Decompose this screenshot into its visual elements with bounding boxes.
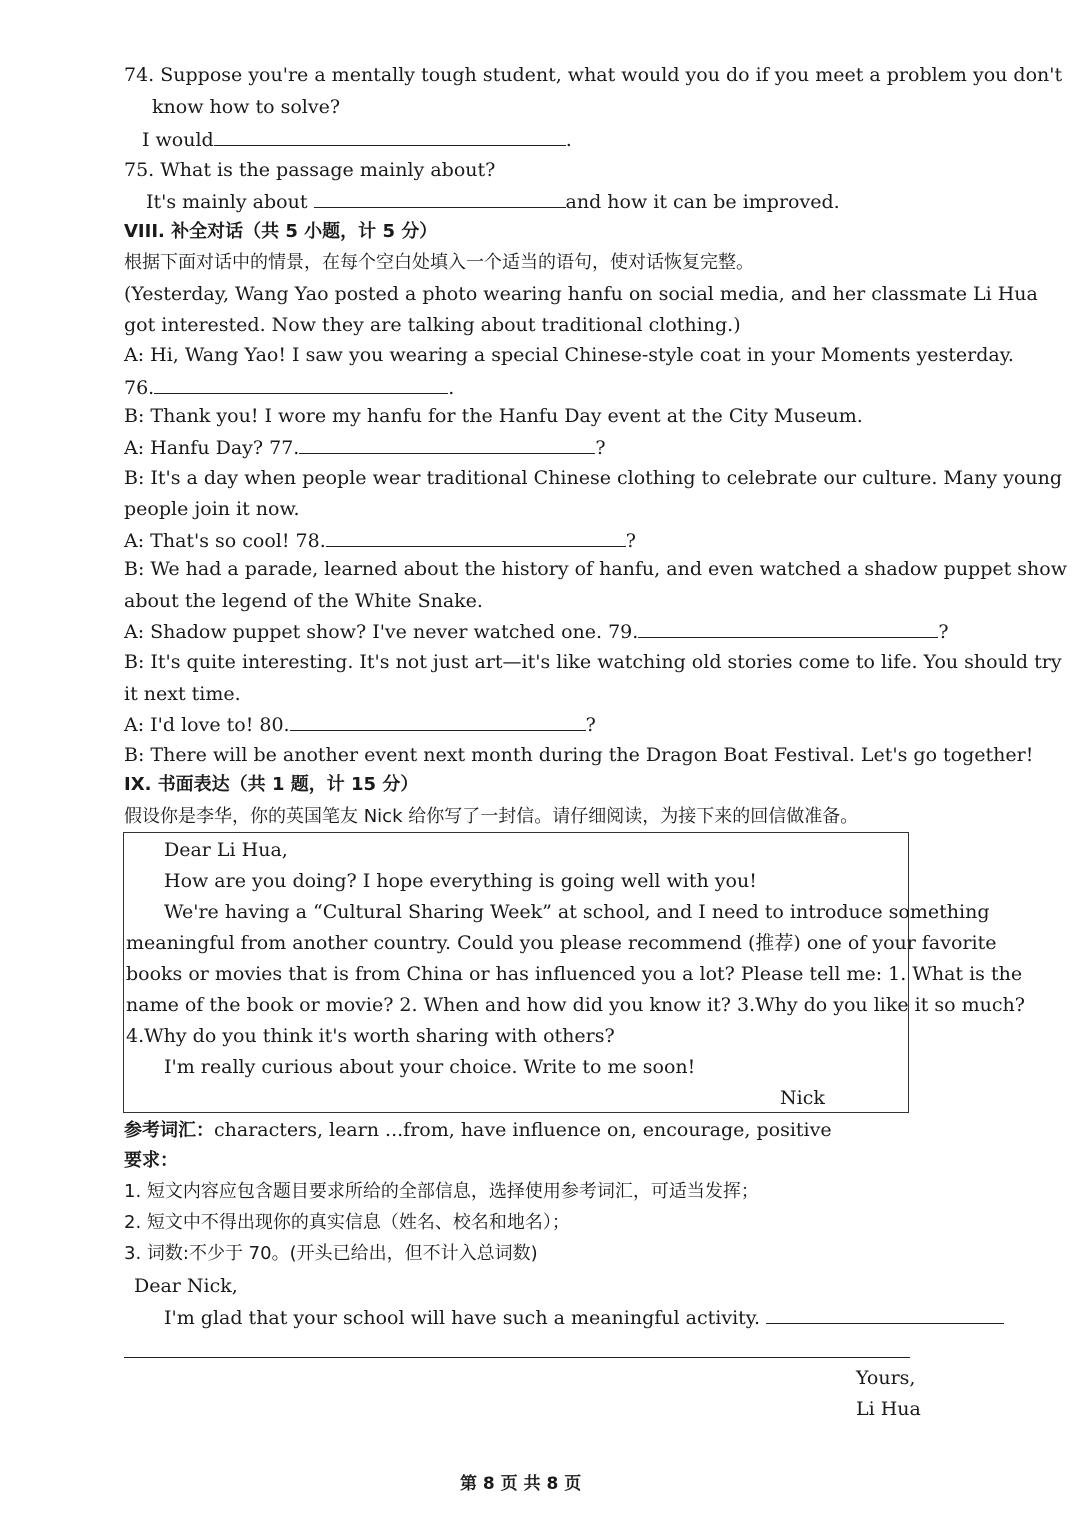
section9-heading: IX. 书面表达（共 1 题，计 15 分）	[124, 774, 419, 795]
q74-number: 74.	[124, 64, 155, 86]
section8-heading: VIII. 补全对话（共 5 小题，计 5 分）	[124, 221, 438, 242]
dialogue-b4-line1: B: It's quite interesting. It's not just art—it's like watching old stories come to life. You should try	[124, 651, 1062, 673]
letter-line5: name of the book or movie? 2. When and how did you know it? 3.Why do you like it so much?	[126, 994, 1025, 1016]
section8-context-line1: (Yesterday, Wang Yao posted a photo wearing hanfu on social media, and her classmate Li Hua	[124, 283, 1038, 305]
dialogue-b5: B: There will be another event next month during the Dragon Boat Festival. Let's go together!	[124, 744, 1034, 766]
q76-blank[interactable]	[154, 375, 448, 394]
dialogue-b3-line2: about the legend of the White Snake.	[124, 590, 483, 612]
q79-blank[interactable]	[638, 619, 938, 638]
section8-context-line2: got interested. Now they are talking about traditional clothing.)	[124, 314, 741, 336]
section8-instruction: 根据下面对话中的情景，在每个空白处填入一个适当的语句，使对话恢复完整。	[124, 252, 754, 273]
reply-salutation: Dear Nick,	[134, 1275, 238, 1297]
dialogue-a4-line	[124, 619, 949, 644]
dialogue-a3: A: That's so cool! 78.	[124, 530, 326, 552]
q74-answer-blank[interactable]	[214, 127, 566, 146]
letter-line2: We're having a “Cultural Sharing Week” at school, and I need to introduce something	[164, 901, 990, 923]
q74-line1	[124, 63, 1062, 87]
q75-number: 75.	[124, 159, 155, 181]
letter-line6: 4.Why do you think it's worth sharing with others?	[126, 1025, 615, 1047]
dialogue-b1: B: Thank you! I wore my hanfu for the Hanfu Day event at the City Museum.	[124, 405, 863, 427]
q75-answer-line	[146, 189, 840, 214]
q74-line2: know how to solve?	[152, 96, 341, 118]
dialogue-b2-line2: people join it now.	[124, 498, 300, 520]
requirement-1: 1. 短文内容应包含题目要求所给的全部信息，选择使用参考词汇，可适当发挥；	[124, 1181, 759, 1202]
reply-opening: I'm glad that your school will have such a meaningful activity.	[164, 1307, 761, 1329]
q80-blank[interactable]	[290, 712, 586, 731]
vocab-words: characters, learn ...from, have influence on, encourage, positive	[214, 1119, 832, 1141]
q78-blank[interactable]	[326, 528, 626, 547]
dialogue-a3-line	[124, 528, 636, 553]
q74-answer-prefix: I would	[142, 129, 214, 151]
q75-question-line	[124, 158, 495, 182]
vocab-line	[124, 1118, 832, 1143]
q74-answer-suffix: .	[565, 129, 572, 151]
q77-end: ?	[595, 437, 606, 459]
letter-signature: Nick	[780, 1087, 825, 1109]
reply-opening-line	[164, 1305, 1004, 1330]
dialogue-a2: A: Hanfu Day? 77.	[124, 437, 300, 459]
q75-answer-prefix: It's mainly about	[146, 191, 308, 213]
dialogue-a4: A: Shadow puppet show? I've never watched one. 79.	[124, 621, 639, 643]
dialogue-a1: A: Hi, Wang Yao! I saw you wearing a special Chinese-style coat in your Moments yesterday.	[124, 344, 1014, 366]
letter-line1: How are you doing? I hope everything is going well with you!	[164, 870, 757, 892]
dialogue-76-line	[124, 375, 454, 400]
letter-line4: books or movies that is from China or has influenced you a lot? Please tell me: 1. What is the	[126, 963, 1023, 985]
section9-instruction: 假设你是李华，你的英国笔友 Nick 给你写了一封信。请仔细阅读，为接下来的回信做准备。	[124, 806, 859, 827]
q78-end: ?	[625, 530, 636, 552]
q79-end: ?	[938, 621, 949, 643]
letter-salutation: Dear Li Hua,	[164, 839, 288, 861]
reply-blank-2[interactable]	[124, 1357, 910, 1358]
dialogue-b2-line1: B: It's a day when people wear traditional Chinese clothing to celebrate our culture. Many young	[124, 467, 1063, 489]
requirements-label: 要求：	[124, 1150, 178, 1171]
q74-answer-line	[142, 127, 572, 152]
page-footer: 第 8 页 共 8 页	[460, 1474, 582, 1494]
q76-end: .	[448, 377, 455, 399]
q75-question-text: What is the passage mainly about?	[160, 159, 496, 181]
letter-line3: meaningful from another country. Could you please recommend (推荐) one of your favorite	[126, 932, 997, 954]
q74-question-text: Suppose you're a mentally tough student, what would you do if you meet a problem you don't	[160, 64, 1063, 86]
dialogue-a5-line	[124, 712, 596, 737]
reply-blank-1[interactable]	[766, 1305, 1004, 1324]
q80-end: ?	[585, 714, 596, 736]
q75-answer-suffix: and how it can be improved.	[565, 191, 840, 213]
vocab-label: 参考词汇：	[124, 1120, 214, 1141]
q76-number: 76.	[124, 377, 155, 399]
dialogue-a2-line	[124, 435, 606, 460]
requirement-2: 2. 短文中不得出现你的真实信息（姓名、校名和地名）；	[124, 1212, 570, 1233]
q75-answer-blank[interactable]	[314, 189, 566, 208]
letter-line7: I'm really curious about your choice. Write to me soon!	[164, 1056, 696, 1078]
reply-name: Li Hua	[856, 1398, 921, 1420]
dialogue-b3-line1: B: We had a parade, learned about the history of hanfu, and even watched a shadow puppet show	[124, 558, 1067, 580]
requirement-3: 3. 词数:不少于 70。(开头已给出，但不计入总词数)	[124, 1243, 538, 1264]
q77-blank[interactable]	[299, 435, 595, 454]
reply-closing: Yours,	[856, 1367, 916, 1389]
dialogue-a5: A: I'd love to! 80.	[124, 714, 290, 736]
dialogue-b4-line2: it next time.	[124, 683, 241, 705]
